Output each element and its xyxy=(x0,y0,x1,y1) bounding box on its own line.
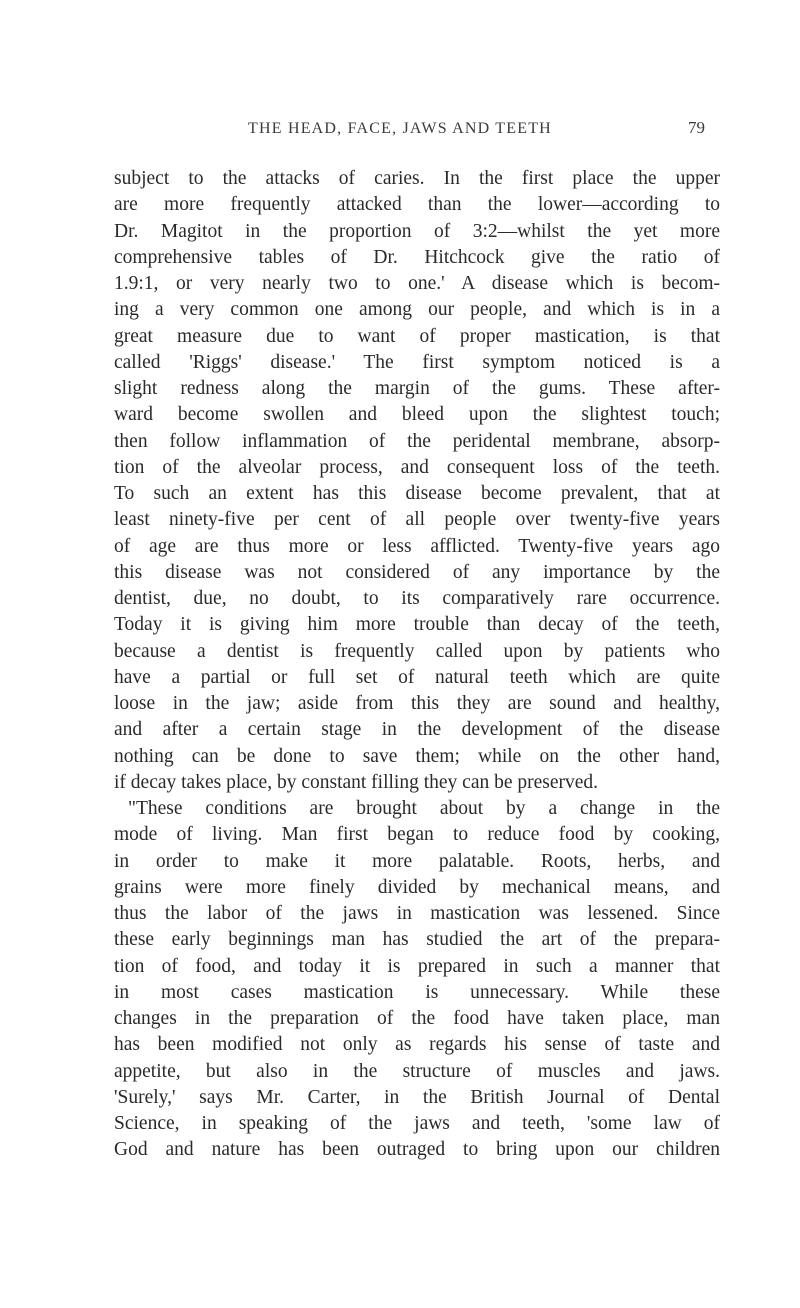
text-line: have a partial or full set of natural teeth which are quite xyxy=(114,666,720,688)
text-line: has been modified not only as regards his sense of taste and xyxy=(114,1034,720,1056)
text-line: and after a certain stage in the development of the disease xyxy=(114,719,720,741)
text-line: dentist, due, no doubt, to its comparatively rare occurrence. xyxy=(114,588,720,609)
text-line: changes in the preparation of the food have taken place, man xyxy=(114,1008,720,1029)
text-line: 'Surely,' says Mr. Carter, in the British Journal of Dental xyxy=(114,1086,720,1108)
text-line: To such an extent has this disease become prevalent, that at xyxy=(114,483,720,504)
text-line: ward become swollen and bleed upon the slightest touch; xyxy=(114,404,720,426)
text-line: God and nature has been outraged to bring upon our children xyxy=(114,1139,720,1161)
text-line: slight redness along the margin of the gums. These after- xyxy=(114,378,720,399)
text-line: Dr. Magitot in the proportion of 3:2—whilst the yet more xyxy=(114,220,720,242)
running-head xyxy=(0,118,800,148)
text-line: because a dentist is frequently called upon by patients who xyxy=(114,640,720,662)
running-title: THE HEAD, FACE, JAWS AND TEETH xyxy=(248,120,552,137)
text-line: mode of living. Man first began to reduce food by cooking, xyxy=(114,824,720,846)
text-line: subject to the attacks of caries. In the first place the upper xyxy=(114,168,720,189)
text-line: 1.9:1, or very nearly two to one.' A disease which is becom- xyxy=(114,273,720,294)
text-line: comprehensive tables of Dr. Hitchcock give the ratio of xyxy=(114,246,720,268)
text-line: tion of food, and today it is prepared in such a manner that xyxy=(114,955,720,977)
text-line: grains were more finely divided by mechanical means, and xyxy=(114,876,720,898)
text-line: loose in the jaw; aside from this they are sound and healthy, xyxy=(114,693,720,714)
text-line: least ninety-five per cent of all people over twenty-five years xyxy=(114,509,720,531)
text-line: called 'Riggs' disease.' The first symptom noticed is a xyxy=(114,351,720,373)
text-line: Science, in speaking of the jaws and teeth, 'some law of xyxy=(114,1113,720,1134)
text-line: if decay takes place, by constant filling they can be preserved. xyxy=(114,771,599,793)
text-line: appetite, but also in the structure of muscles and jaws. xyxy=(114,1060,720,1082)
text-line: great measure due to want of proper mastication, is that xyxy=(114,325,720,347)
text-line: are more frequently attacked than the lower—according to xyxy=(114,194,720,216)
page-number: 79 xyxy=(688,118,705,137)
body-text xyxy=(114,166,720,1164)
text-line: of age are thus more or less afflicted. Twenty-five years ago xyxy=(114,535,720,557)
text-line: then follow inflammation of the peridental membrane, absorp- xyxy=(114,430,720,452)
text-line: this disease was not considered of any importance by the xyxy=(114,561,720,583)
text-line: Today it is giving him more trouble than decay of the teeth, xyxy=(114,614,720,636)
text-line: these early beginnings man has studied the art of the prepara- xyxy=(114,929,720,951)
text-line: in most cases mastication is unnecessary. While these xyxy=(114,981,720,1003)
text-line: "These conditions are brought about by a change in the xyxy=(128,798,720,819)
text-line: tion of the alveolar process, and consequent loss of the teeth. xyxy=(114,456,720,478)
text-line: thus the labor of the jaws in mastication was lessened. Since xyxy=(114,903,720,924)
text-line: in order to make it more palatable. Roots, herbs, and xyxy=(114,850,720,872)
text-line: nothing can be done to save them; while on the other hand, xyxy=(114,745,720,767)
text-line: ing a very common one among our people, and which is in a xyxy=(114,299,720,321)
